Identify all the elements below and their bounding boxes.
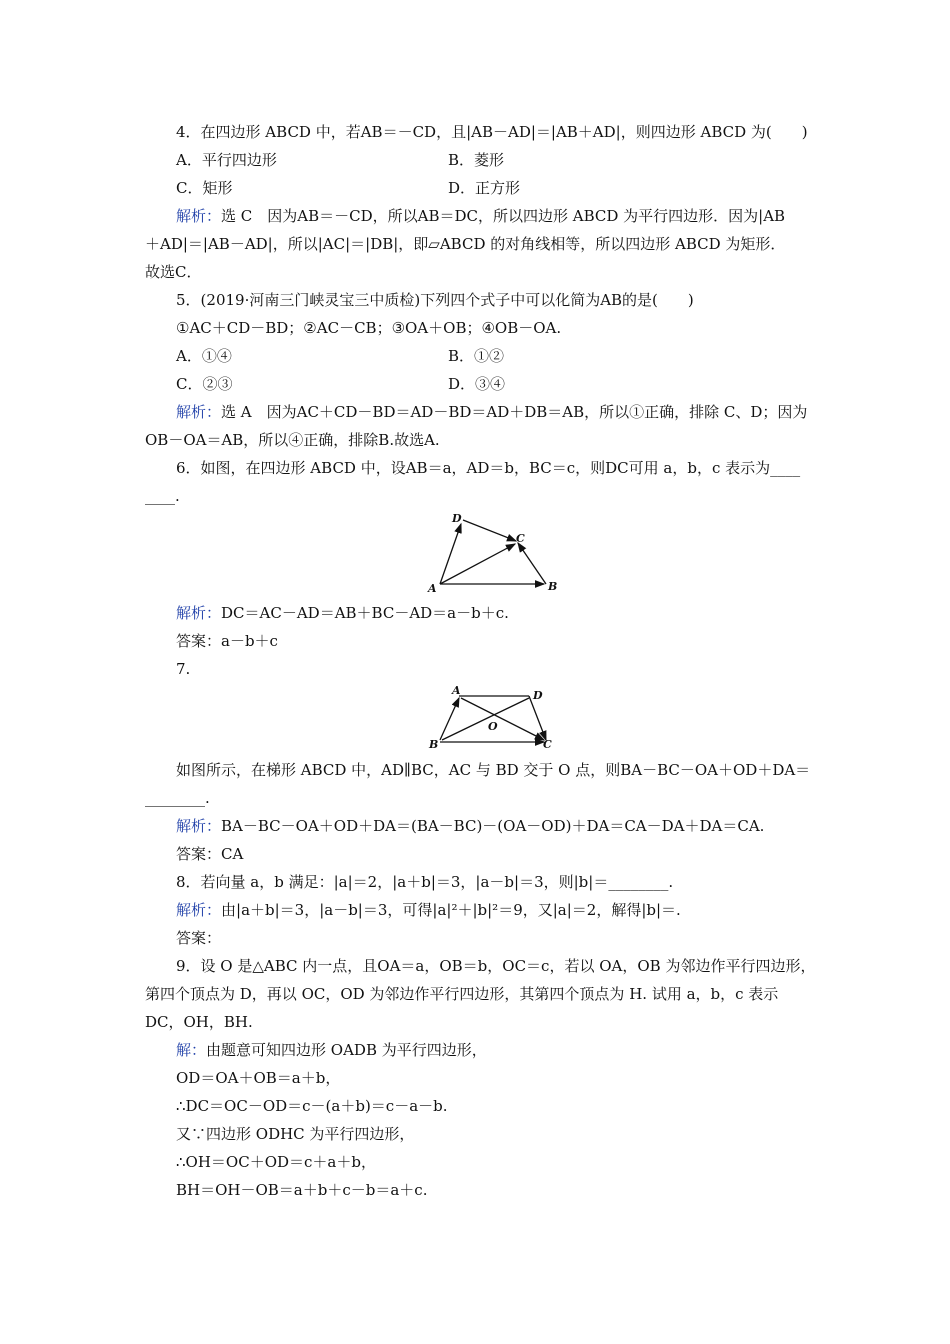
q4-stem: 4．在四边形 ABCD 中，若AB＝－CD，且|AB－AD|＝|AB＋AD|，则四边形 ABCD 为( ) — [176, 123, 808, 141]
label-d: D — [533, 689, 543, 702]
solution-label: 解析： — [176, 604, 222, 622]
q7-number: 7. — [176, 660, 191, 678]
solution-text: 选 A 因为AC＋CD－BD＝AD－BD＝AD＋DB＝AB，所以①正确，排除 C、D；因为 — [221, 403, 808, 421]
q7-answer: 答案：CA — [176, 845, 244, 863]
q6-answer: 答案：a－b＋c — [176, 632, 278, 650]
q4-option-b: B．菱形 — [448, 151, 505, 169]
vector-dc — [463, 520, 516, 541]
q8-solution — [176, 900, 681, 920]
q7-solution — [176, 816, 764, 836]
q9-stem-line3: DC，OH，BH. — [145, 1013, 253, 1031]
q6-stem: 6．如图，在四边形 ABCD 中，设AB＝a，AD＝b，BC＝c，则DC可用 a，b，c 表示为____ — [176, 459, 801, 477]
q4-solution-line3: 故选C． — [145, 263, 202, 281]
solution-label: 解： — [176, 1041, 207, 1059]
q5-option-a: A．①④ — [176, 347, 232, 365]
q8-answer: 答案： — [176, 929, 222, 947]
q7-stem: 如图所示，在梯形 ABCD 中，AD∥BC，AC 与 BD 交于 O 点，则BA－BC－OA＋OD＋DA＝ — [176, 761, 811, 779]
q9-solution-line1 — [176, 1040, 487, 1060]
label-o: O — [488, 720, 498, 733]
q5-items: ①AC＋CD－BD；②AC－CB；③OA＋OB；④OB－OA. — [176, 319, 562, 337]
label-d: D — [452, 512, 462, 525]
q9-stem-line2: 第四个顶点为 D，再以 OC，OD 为邻边作平行四边形，其第四个顶点为 H. 试用 a，b，c 表示 — [145, 985, 779, 1003]
q4-solution-line1 — [176, 206, 785, 226]
q7-trapezoid-figure — [425, 684, 560, 752]
label-a: A — [428, 582, 437, 595]
label-b: B — [548, 580, 558, 593]
q5-option-d: D．③④ — [448, 375, 506, 393]
label-b: B — [429, 738, 439, 751]
q9-solution-line6: BH＝OH－OB＝a＋b＋c－b＝a＋c. — [176, 1181, 428, 1199]
q9-solution-line3: ∴DC＝OC－OD＝c－(a＋b)＝c－a－b. — [176, 1097, 448, 1115]
solution-text: 选 C 因为AB＝－CD，所以AB＝DC，所以四边形 ABCD 为平行四边形．因为|AB — [221, 207, 786, 225]
q4-option-a: A．平行四边形 — [176, 151, 277, 169]
label-a: A — [452, 684, 461, 697]
label-c: C — [543, 738, 552, 751]
label-c: C — [516, 532, 525, 545]
q7-stem-blank: ________. — [145, 789, 210, 807]
solution-text: 由题意可知四边形 OADB 为平行四边形， — [206, 1041, 487, 1059]
solution-label: 解析： — [176, 207, 222, 225]
segment-bd — [442, 698, 529, 740]
q6-stem-blank: ____. — [145, 487, 180, 505]
solution-label: 解析： — [176, 901, 222, 919]
q9-solution-line4: 又∵四边形 ODHC 为平行四边形， — [176, 1125, 415, 1143]
solution-text: DC＝AC－AD＝AB＋BC－AD＝a－b＋c. — [221, 604, 509, 622]
solution-text: BA－BC－OA＋OD＋DA＝(BA－BC)－(OA－OD)＋DA＝CA－DA＋DA＝CA. — [221, 817, 765, 835]
solution-text: 由|a＋b|＝3，|a－b|＝3，可得|a|²＋|b|²＝9，又|a|＝2，解得|b|＝. — [221, 901, 681, 919]
q5-stem: 5．(2019·河南三门峡灵宝三中质检)下列四个式子中可以化简为AB的是( ) — [176, 291, 694, 309]
q5-option-c: C．②③ — [176, 375, 233, 393]
q6-quadrilateral-figure — [420, 510, 570, 600]
q4-solution-line2: ＋AD|＝|AB－AD|，所以|AC|＝|DB|，即▱ABCD 的对角线相等，所以四边形 ABCD 为矩形． — [145, 235, 786, 253]
q9-stem-line1: 9．设 O 是△ABC 内一点，且OA＝a，OB＝b，OC＝c，若以 OA，OB 为邻边作平行四边形， — [176, 957, 816, 975]
q9-solution-line2: OD＝OA＋OB＝a＋b， — [176, 1069, 341, 1087]
q5-solution-line2: OB－OA＝AB，所以④正确，排除B.故选A. — [145, 431, 440, 449]
q4-option-d: D．正方形 — [448, 179, 521, 197]
vector-bc — [518, 543, 546, 584]
q5-option-b: B．①② — [448, 347, 505, 365]
q6-solution — [176, 603, 509, 623]
solution-label: 解析： — [176, 817, 222, 835]
q4-option-c: C．矩形 — [176, 179, 233, 197]
q9-solution-line5: ∴OH＝OC＋OD＝c＋a＋b， — [176, 1153, 376, 1171]
solution-label: 解析： — [176, 403, 222, 421]
q8-stem: 8．若向量 a，b 满足：|a|＝2，|a＋b|＝3，|a－b|＝3，则|b|＝________. — [176, 873, 674, 891]
q5-solution-line1 — [176, 402, 807, 422]
